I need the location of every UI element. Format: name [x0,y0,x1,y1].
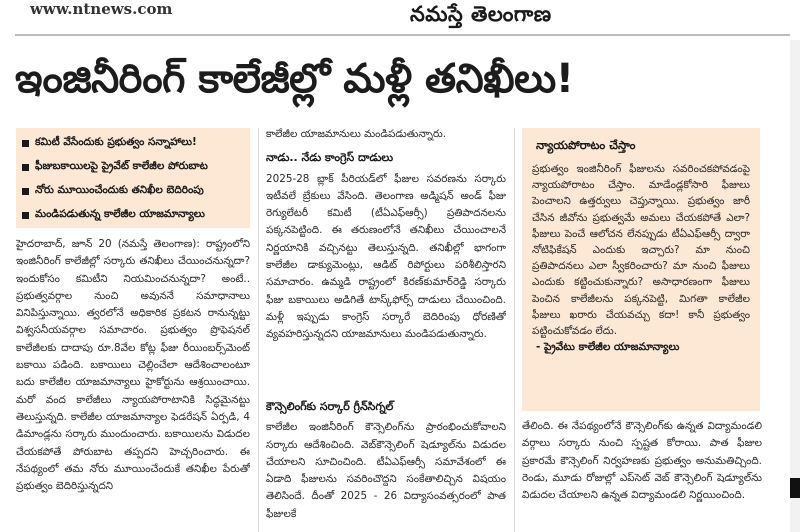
quote-author: - ప్రైవేటు కాలేజీల యాజమాన్యాలు [536,341,680,354]
column-divider [258,128,259,532]
page-edge [790,40,800,532]
highlight-text: కమిటీ వేసేందుకు ప్రభుత్వం సన్నాహాలు! [35,135,197,148]
column-2-intro: కాలేజీల యాజమానులు మండిపడుతున్నారు. [266,128,447,140]
subheading-congress-raids: నాడు.. నేడు కాంగ్రెస్ దాడులు [266,151,394,165]
quote-text: ప్రభుత్వం ఇంజినీరింగ్ ఫీజులను సవరించకపోవడంపై న్యాయపోరాటం చేస్తాం. మాడేండ్లకోసారి ఫీజులు పెంచాలని ఉత్తర్వులు చెప్తున్నాయి. ప్రభుత్వం జారీ చేసిన జీవోను ప్రభుత్వమే అమలు చేయకపోతే ఎలా? ఫీజులు పెంచే ఆలోచన లేనప్పుడు టీఏఎఫ్‌ఆర్సీ ద్వారా నోటిఫికేషన్ ఎందుకు ఇచ్చారు? మా నుంచి ప్రతిపాదనలు ఎలా స్వీకరించారు? మా నుంచి ఫీజులు ఎందుకు కట్టించుకున్నారు? అసాధారణంగా ఫీజులు పెంచిన కాలేజీలను పక్కనపెట్టి, మిగతా కాలేజీల ఫీజులు ఖరారు చేయవచ్చు కదా! కానీ ప్రభుత్వం పట్టించుకోవడం లేదు. [532,163,750,338]
quote-title: న్యాయపోరాటం చేస్తాం [536,138,636,152]
highlight-item [22,131,244,155]
column-1-text: హైదరాబాద్, జూన్ 20 (నమస్తే తెలంగాణ): రాష్ట్రంలోని ఇంజినీరింగ్ కాలేజీల్లో సర్కారు తనిఖీలు చేయించనున్నదా? ఇందుకోసం కమిటీని నియమించనున్నదా? అంటే.. ప్రభుత్వవర్గాల నుంచి అవుననే సమాధానాలు వినిపిస్తున్నాయి. త్వరలోనే అధికారిక ప్రకటన రానున్నట్టు విశ్వసనీయవర్గాల సమాచారం. ప్రభుత్వం ప్రొఫెషనల్ కాలేజీలకు దాదాపు రూ.8వేల కోట్ల ఫీజు రీయింబర్స్‌మెంట్ బకాయి పడింది. బకాయిలు చెల్లించేలా ఆదేశించాలంటూ బదు కాలేజీల యాజమాన్యాలు హైకోర్టును ఆశ్రయించాయి. మరో వంద కాలేజీలు న్యాయపోరాటానికి సిద్ధమైనట్టు తెలుస్తున్నది. కాలేజీల యాజమాన్యాల ఫెడరేషన్ ఏర్పడి, 4 డిమాండ్లను సర్కారు ముందుంచారు. బకాయిలను విడుదల చేయకపోతే పోరుబాట తప్పదని హెచ్చరించారు. ఈ నేపథ్యంలో తమ నోరు మూయించేందుకే తనిఖీల పేరుతో ప్రభుత్వం బెదిరిస్తున్నదని [16,238,250,493]
article-column-3 [522,418,762,532]
page-edge-mark [790,478,800,498]
column-2-paragraph-1: 2025-28 బ్లాక్ పీరియడ్‌లో ఫీజుల సవరణను సర్కారు ఇటీవలే బ్రేకులు వేసింది. తెలంగాణ అడ్మిషన్ అండ్ ఫీజు రెగ్యులేటరీ కమిటీ (టీఏఎఫ్‌ఆర్సీ) ప్రతిపాదనలను పక్కనపెట్టింది. ఈ తరుణంలోనే తనిఖీలు చేయించాలనే నిర్ణయానికి వచ్చినట్టు తెలుస్తున్నది. తనిఖీల్లో భాగంగా కాలేజీల డాక్యుమెంట్లు, ఆడిట్ రిపోర్టులు పరిశీలిస్తారని సమాచారం. ఉమ్మడి రాష్ట్రంలో కిరణ్‌కుమార్‌రెడ్డి సర్కారు ఫీజు బకాయిలు అడిగితే టాస్క్‌ఫోర్స్ దాడులు చేయించింది. మళ్లీ ఇప్పుడు కాంగ్రెస్ సర్కారే బెదిరింపు ధోరణితో వ్యవహరిస్తున్నదని యాజమానులు మండిపడుతున్నారు. [266,172,506,341]
column-divider [514,128,515,532]
article-headline: ఇంజినీరింగ్ కాలేజీల్లో మళ్లీ తనిఖీలు! [15,56,574,102]
masthead-divider [15,34,790,36]
square-bullet-icon [22,188,29,195]
square-bullet-icon [22,212,29,219]
column-3-text: తేలింది. ఈ నేపథ్యంలోనే కౌన్సెలింగ్‌కు ఉన్నత విద్యామండలి వర్గాలు సర్కారు నుంచి స్పష్టత కోరాయి. పాత ఫీజుల ప్రకారమే కౌన్సెలింగ్ నిర్వహణకు ప్రభుత్వం అనుమతిచ్చింది. రెండు, మూడు రోజుల్లో ఎప్‌సెట్ వెబ్ కౌన్సెలింగ్ షెడ్యూల్‌ను విడుదల చేయాలని ఉన్నత విద్యామండలి నిర్ణయించింది. [522,420,762,502]
square-bullet-icon [22,140,29,147]
highlight-item [22,155,244,179]
highlights-box [16,128,250,228]
highlight-item [22,179,244,203]
newspaper-name: నమస్తే తెలంగాణ [410,2,552,26]
article-column-2 [266,126,506,386]
site-url[interactable]: www.ntnews.com [30,0,173,18]
subheading-counselling: కౌన్సెలింగ్‌కు సర్కార్ గ్రీన్‌సిగ్నల్ [266,400,394,413]
highlight-text: మండిపడుతున్న కాలేజీల యాజమాన్యాలు [35,207,205,220]
column-2-paragraph-2: కాలేజీల ఇంజినీరింగ్ కౌన్సెలింగ్‌ను ప్రారంభించుకోవాలని సర్కారు ఆదేశించింది. వెబ్‌కౌన్సెలింగ్ షెడ్యూల్‌ను విడుదల చేయాలని సూచించింది. టీఏఎఫ్‌ఆర్సీ సమావేశంలో ఈ ఏడాది ఫీజులను సవరించొద్దని సంకేతాలిచ్చిన విషయం తెలిసిందే. దీంతో 2025 - 26 విద్యాసంవత్సరంలో పాత ఫీజులకే [266,421,506,520]
article-column-2-continued [266,392,506,532]
highlight-text: ఫీజుబకాయిలపై ప్రైవేట్ కాలేజీల పోరుబాట [35,159,208,172]
highlight-text: నోరు మూయించేందుకు తనిఖీల బెదిరింపు [35,183,204,196]
square-bullet-icon [22,164,29,171]
article-column-1 [16,236,250,532]
highlight-item [22,203,244,227]
quote-box [522,128,760,411]
